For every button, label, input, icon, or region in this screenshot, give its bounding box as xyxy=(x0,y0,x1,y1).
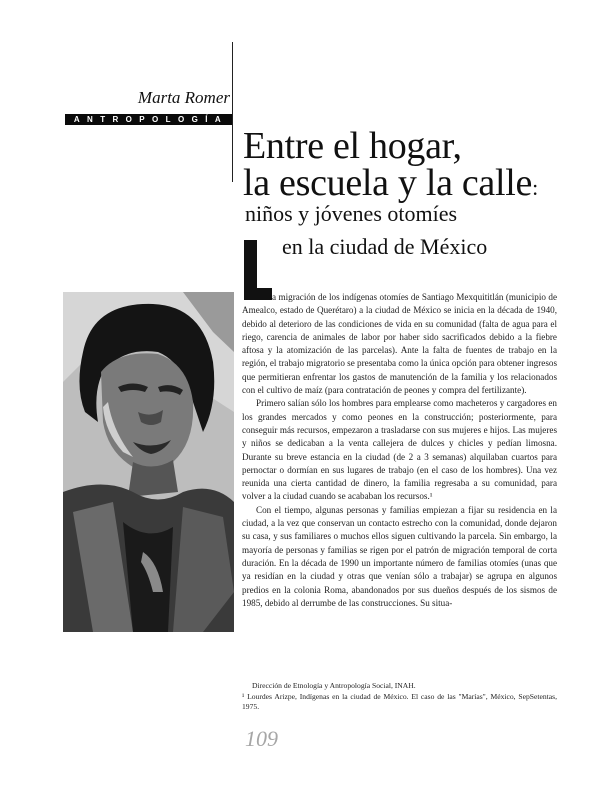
title-colon: : xyxy=(532,175,538,200)
section-banner xyxy=(65,114,232,125)
author-name: Marta Romer xyxy=(137,88,230,107)
header-vertical-rule xyxy=(232,42,233,182)
subtitle-line-1: niños y jóvenes otomíes xyxy=(245,201,458,226)
article-title xyxy=(243,125,538,206)
title-line-2 xyxy=(243,162,538,206)
footnotes xyxy=(242,681,557,713)
footnote-1: ¹ Lourdes Arizpe, Indígenas en la ciudad de México. El caso de las "Marías", México, SepSetentas, 1975. xyxy=(242,691,557,711)
page-number: 109 xyxy=(245,726,278,751)
title-line-1: Entre el hogar, xyxy=(243,125,462,167)
title-line-2-text: la escuela y la calle xyxy=(243,162,533,204)
subtitle-line-2: en la ciudad de México xyxy=(282,234,488,259)
body-paragraph-3: Con el tiempo, algunas personas y familias empiezan a fijar su residencia en la ciudad, a la vez que conservan un contacto estrecho con la comunidad, donde dejaron su casa, y sus familiares o muchos ellos siguen cultivando la parcela. Sin embargo, la mayoría de personas y familias se rigen por el patrón de migración temporal de corta duración. En la década de 1990 un importante número de familias otomíes (unas que ya residían en la ciudad y otras que venían sólo a trabajar) se agrupa en algunos predios en la colonia Roma, abandonados por sus dueños después de los sismos de 1985, debido al derrumbe de las construcciones. Su situa- xyxy=(242,504,557,608)
body-paragraph-2: Primero salían sólo los hombres para emplearse como macheteros y cargadores en los grandes mercados y como peones en la construcción; posteriormente, para conseguir más recursos, empezaron a trasladarse con sus mujeres e hijos. Las mujeres y niños se dedicaban a la venta callejera de dulces y chicles y pedían limosna. Durante su breve estancia en la ciudad (de 2 a 3 semanas) alquilaban cuartos para pernoctar o dormían en sus lugares de trabajo (en el caso de los hombres). Una vez reunida una cierta cantidad de dinero, la familia regresaba a su comunidad, para volver a la ciudad cuando se acababan los recursos.¹ xyxy=(242,398,557,502)
portrait-photo xyxy=(63,292,234,632)
article-body xyxy=(242,291,557,610)
footnote-affiliation: Dirección de Etnología y Antropología Social, INAH. xyxy=(252,681,416,690)
portrait-image xyxy=(63,292,234,632)
body-paragraph-1: a migración de los indígenas otomíes de Santiago Mexquititlán (municipio de Amealco, estado de Querétaro) a la ciudad de México se inicia en la década de 1940, debido al deterioro de las condiciones de vida en su comunidad (falta de agua para el riego, carencia de animales de labor por haber sido sacrificados debido a la fiebre aftosa y la atomización de las parcelas). Ante la falta de fuentes de trabajo en la región, el trabajo migratorio se presentaba como la única opción para obtener ingresos que permitieran enfrentar los gastos de manutención de la familia y los relacionados con el cultivo de maíz (para contratación de peones y compra del fertilizante). xyxy=(242,292,557,396)
section-label: ANTROPOLOGÍA xyxy=(73,115,228,124)
